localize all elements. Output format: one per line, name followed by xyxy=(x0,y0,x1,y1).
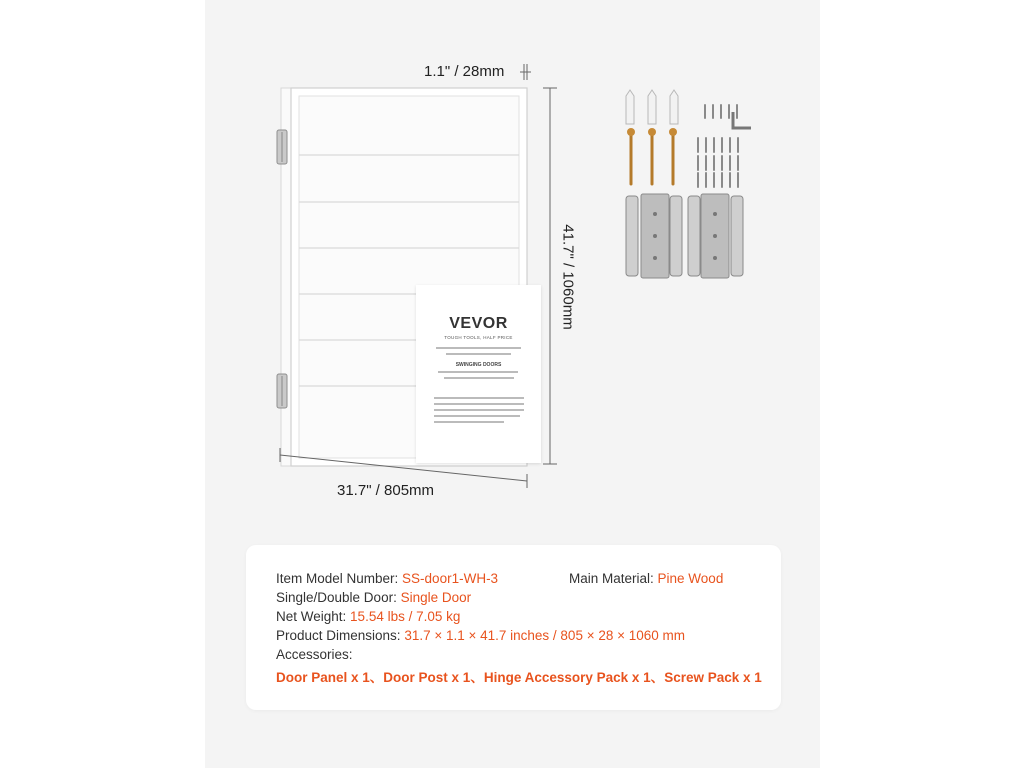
allen-key xyxy=(733,112,751,128)
manual-tagline: TOUGH TOOLS, HALF PRICE xyxy=(444,335,513,340)
spec-accessories-label: Accessories: xyxy=(276,647,353,662)
spec-weight-value: 15.54 lbs / 7.05 kg xyxy=(350,609,461,624)
spec-card xyxy=(246,545,781,710)
spec-material xyxy=(569,571,723,586)
spec-door xyxy=(276,590,471,605)
accessory-item: Door Post x 1、 xyxy=(383,670,484,685)
accessory-item: Screw Pack x 1 xyxy=(664,670,762,685)
manual-title: SWINGING DOORS xyxy=(455,362,502,368)
spec-door-value: Single Door xyxy=(400,590,472,605)
spec-accessories-list xyxy=(276,666,762,686)
hinge-accessories xyxy=(626,194,743,278)
spec-model-value: SS-door1-WH-3 xyxy=(402,571,499,586)
height-marker xyxy=(543,88,557,464)
spec-material-label: Main Material: xyxy=(569,571,658,586)
spec-dimensions xyxy=(276,628,685,643)
wood-screws xyxy=(631,133,673,184)
door-hinge-top xyxy=(277,130,287,164)
door-hinge-bottom xyxy=(277,374,287,408)
thickness-label: 1.1" / 28mm xyxy=(424,63,505,80)
instruction-manual xyxy=(416,285,541,463)
spec-model xyxy=(276,571,498,586)
spec-weight xyxy=(276,609,460,624)
manual-brand: VEVOR xyxy=(449,315,508,332)
thickness-marker xyxy=(520,64,531,80)
wall-anchors xyxy=(626,90,678,124)
spec-dimensions-value: 31.7 × 1.1 × 41.7 inches / 805 × 28 × 1060 mm xyxy=(404,628,686,643)
spec-door-label: Single/Double Door: xyxy=(276,590,401,605)
width-label: 31.7" / 805mm xyxy=(337,482,435,499)
spec-dimensions-label: Product Dimensions: xyxy=(276,628,405,643)
spec-model-label: Item Model Number: xyxy=(276,571,403,586)
spec-weight-label: Net Weight: xyxy=(276,609,351,624)
accessory-item: Hinge Accessory Pack x 1、 xyxy=(483,670,665,685)
accessory-item: Door Panel x 1、 xyxy=(276,670,384,685)
height-label: 41.7" / 1060mm xyxy=(559,224,577,330)
spec-material-value: Pine Wood xyxy=(657,571,724,586)
